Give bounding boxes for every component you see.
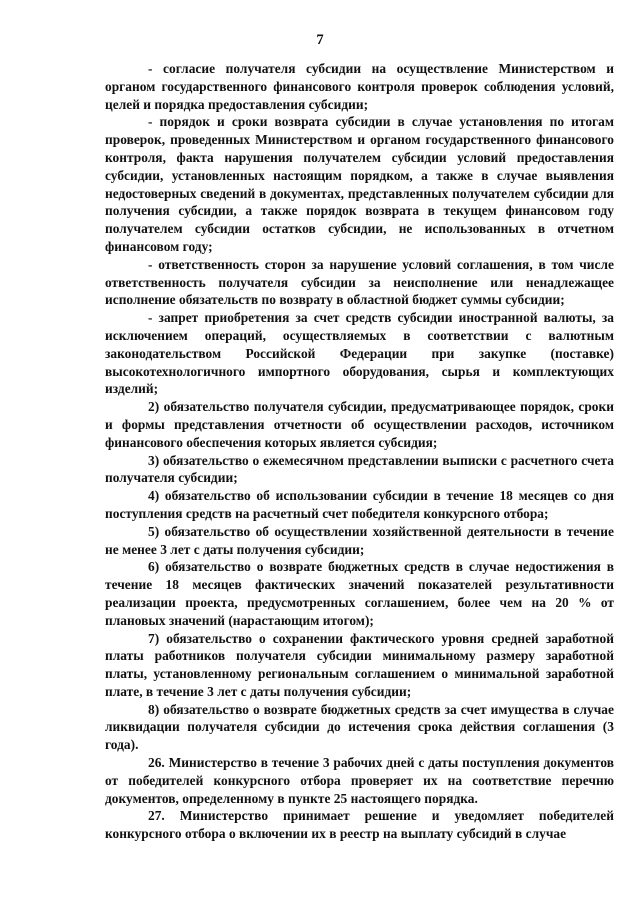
paragraph-item-4: 4) обязательство об использовании субсидии в течение 18 месяцев со дня поступления средств на расчетный счет победителя конкурсного отбора;	[105, 488, 614, 521]
paragraph-item-8: 8) обязательство о возврате бюджетных средств за счет имущества в случае ликвидации получателя субсидии до истечения срока действия соглашения (3 года).	[105, 701, 614, 753]
paragraph-item-3: 3) обязательство о ежемесячном представлении выписки с расчетного счета получателя субсидии;	[105, 452, 614, 486]
paragraph-currency-ban: - запрет приобретения за счет средств субсидии иностранной валюты, за исключением операций, осуществляемых в соответствии с валютным законодательством Российской Федерации при закупке (поставке) высокотехнологичного импортного оборудования, сырья и комплектующих изделий;	[105, 310, 614, 397]
page-number: 7	[316, 32, 324, 48]
paragraph-item-2: 2) обязательство получателя субсидии, предусматривающее порядок, сроки и формы представления отчетности об осуществлении расходов, источником финансового обеспечения которых является субсидия;	[105, 399, 614, 450]
paragraph-item-7: 7) обязательство о сохранении фактического уровня средней заработной платы работников получателя субсидии минимальному размеру заработной платы, установленному региональным соглашением о минимальной заработной плате, в течение 3 лет с даты получения субсидии;	[105, 630, 614, 699]
document-body	[105, 60, 614, 843]
paragraph-item-5: 5) обязательство об осуществлении хозяйственной деятельности в течение не менее 3 лет с даты получения субсидии;	[105, 523, 614, 557]
paragraph-consent-checks: - согласие получателя субсидии на осуществление Министерством и органом государственного финансового контроля проверок соблюдения условий, целей и порядка предоставления субсидии;	[105, 61, 614, 112]
paragraph-refund-procedure: - порядок и сроки возврата субсидии в случае установления по итогам проверок, проведенных Министерством и органом государственного финансового контроля, факта нарушения получателем субсидии условий предоставления субсидии, установленных настоящим порядком, а также в случае выявления недостоверных сведений в документах, представленных получателем субсидии для получения субсидии, а также порядок возврата в текущем финансовом году получателем субсидии остатков субсидии, не использованных в отчетном финансовом году;	[105, 114, 614, 254]
paragraph-section-27: 27. Министерство принимает решение и уведомляет победителей конкурсного отбора о включении их в реестр на выплату субсидий в случае	[105, 808, 614, 842]
paragraph-item-6: 6) обязательство о возврате бюджетных средств в случае недостижения в течение 18 месяцев фактических значений показателей результативности реализации проекта, предусмотренных соглашением, более чем на 20 % от плановых значений (нарастающим итогом);	[105, 559, 614, 628]
paragraph-section-26: 26. Министерство в течение 3 рабочих дней с даты поступления документов от победителей конкурсного отбора проверяет их на соответствие перечню документов, определенному в пункте 25 настоящего порядка.	[105, 755, 614, 806]
paragraph-responsibility: - ответственность сторон за нарушение условий соглашения, в том числе ответственность получателя субсидии за неисполнение или ненадлежащее исполнение обязательств по возврату в областной бюджет суммы субсидии;	[105, 256, 614, 308]
